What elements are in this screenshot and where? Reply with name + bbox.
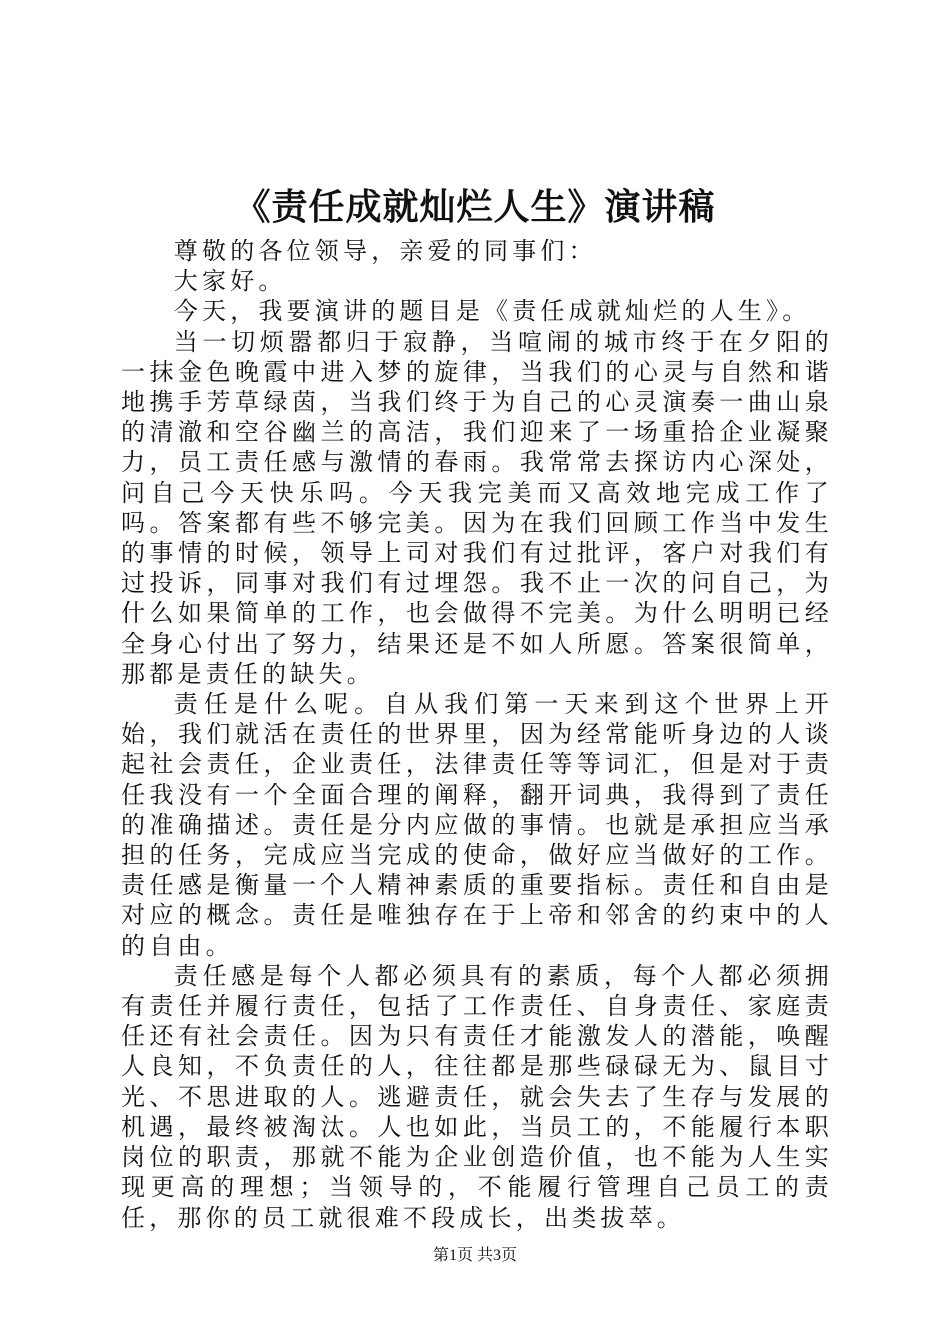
paragraph-salutation: 尊敬的各位领导，亲爱的同事们： <box>173 237 597 265</box>
paragraph-topic: 今天，我要演讲的题目是《责任成就灿烂的人生》。 <box>173 297 811 326</box>
document-body <box>121 236 833 1233</box>
paragraph-body-1: 当一切烦嚣都归于寂静，当喧闹的城市终于在夕阳的一抹金色晚霞中进入梦的旋律，当我们的心灵与自然和谐地携手芳草绿茵，当我们终于为自己的心灵演奏一曲山泉的清澈和空谷幽兰的高洁，我们迎来了一场重拾企业凝聚力，员工责任感与激情的春雨。我常常去探访内心深处，问自己今天快乐吗。今天我完美而又高效地完成工作了吗。答案都有些不够完美。因为在我们回顾工作当中发生的事情的时候，领导上司对我们有过批评，客户对我们有过投诉，同事对我们有过埋怨。我不止一次的问自己，为什么如果简单的工作，也会做得不完美。为什么明明已经全身心付出了努力，结果还是不如人所愿。答案很简单，那都是责任的缺失。 <box>121 327 833 688</box>
paragraph-body-3: 责任感是每个人都必须具有的素质，每个人都必须拥有责任并履行责任，包括了工作责任、自身责任、家庭责任还有社会责任。因为只有责任才能激发人的潜能，唤醒人良知，不负责任的人，往往都是那些碌碌无为、鼠目寸光、不思进取的人。逃避责任，就会失去了生存与发展的机遇，最终被淘汰。人也如此，当员工的，不能履行本职岗位的职责，那就不能为企业创造价值，也不能为人生实现更高的理想；当领导的，不能履行管理自己员工的责任，那你的员工就很难不段成长，出类拔萃。 <box>121 961 833 1232</box>
page-number-footer: 第1页 共3页 <box>432 1247 517 1264</box>
paragraph-greeting: 大家好。 <box>173 267 287 296</box>
paragraph-body-2: 责任是什么呢。自从我们第一天来到这个世界上开始，我们就活在责任的世界里，因为经常能听身边的人谈起社会责任，企业责任，法律责任等等词汇，但是对于责任我没有一个全面合理的阐释，翻开词典，我得到了责任的准确描述。责任是分内应做的事情。也就是承担应当承担的任务，完成应当完成的使命，做好应当做好的工作。责任感是衡量一个人精神素质的重要指标。责任和自由是对应的概念。责任是唯独存在于上帝和邻舍的约束中的人的自由。 <box>121 690 833 960</box>
document-title: 《责任成就灿烂人生》演讲稿 <box>234 186 716 228</box>
